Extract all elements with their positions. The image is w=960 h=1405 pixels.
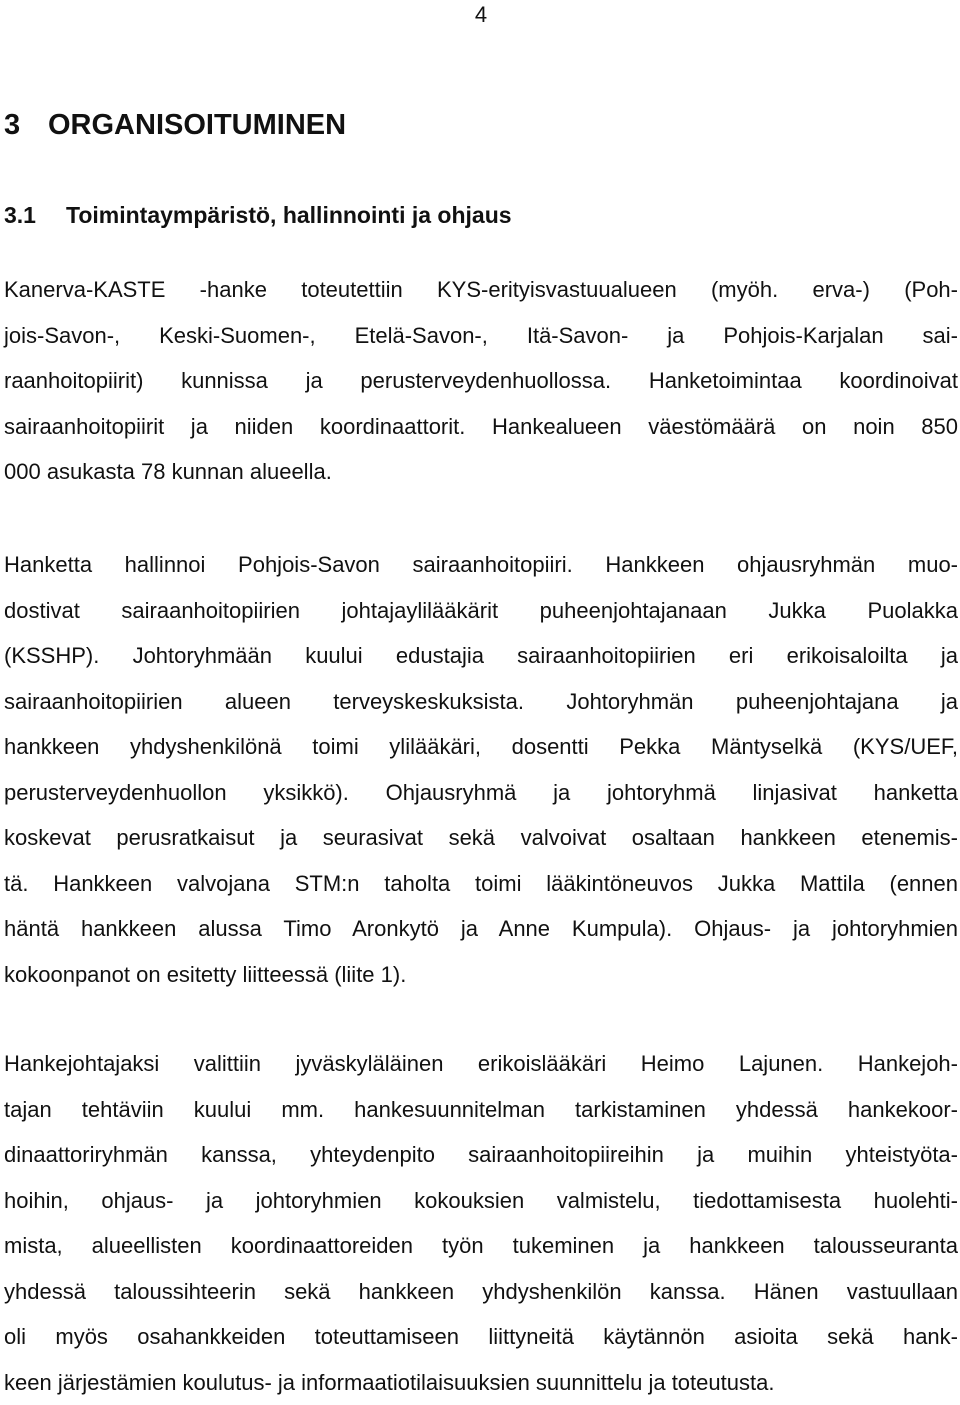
section-number: 3.1 (4, 197, 66, 233)
text-line: perusterveydenhuollon yksikkö). Ohjausryhmä ja johtoryhmä linjasivat hanketta (4, 770, 958, 816)
section-heading (4, 197, 512, 233)
text-line: jois-Savon-, Keski-Suomen-, Etelä-Savon-, Itä-Savon- ja Pohjois-Karjalan sai- (4, 313, 958, 359)
text-line: tajan tehtäviin kuului mm. hankesuunnitelman tarkistaminen yhdessä hankekoor- (4, 1087, 958, 1133)
text-line: koskevat perusratkaisut ja seurasivat sekä valvoivat osaltaan hankkeen etenemis- (4, 815, 958, 861)
text-line: kokoonpanot on esitetty liitteessä (liite 1). (4, 952, 958, 998)
text-line: mista, alueellisten koordinaattoreiden työn tukeminen ja hankkeen talousseuranta (4, 1223, 958, 1269)
chapter-heading (4, 105, 346, 145)
section-title: Toimintaympäristö, hallinnointi ja ohjaus (66, 202, 512, 228)
text-line: Hankejohtajaksi valittiin jyväskyläläinen erikoislääkäri Heimo Lajunen. Hankejoh- (4, 1041, 958, 1087)
text-line: tä. Hankkeen valvojana STM:n taholta toimi lääkintöneuvos Jukka Mattila (ennen (4, 861, 958, 907)
paragraph-administration (4, 542, 958, 997)
text-line: häntä hankkeen alussa Timo Aronkytö ja Anne Kumpula). Ohjaus- ja johtoryhmien (4, 906, 958, 952)
chapter-number: 3 (4, 105, 48, 145)
chapter-title: ORGANISOITUMINEN (48, 109, 346, 141)
paragraph-project-director (4, 1041, 958, 1405)
text-line: (KSSHP). Johtoryhmään kuului edustajia sairaanhoitopiirien eri erikoisaloilta ja (4, 633, 958, 679)
text-line: Kanerva-KASTE -hanke toteutettiin KYS-erityisvastuualueen (myöh. erva-) (Poh- (4, 267, 958, 313)
text-line: yhdessä taloussihteerin sekä hankkeen yhdyshenkilön kanssa. Hänen vastuullaan (4, 1269, 958, 1315)
text-line: sairaanhoitopiirit ja niiden koordinaattorit. Hankealueen väestömäärä on noin 850 (4, 404, 958, 450)
text-line: raanhoitopiirit) kunnissa ja perusterveydenhuollossa. Hanketoimintaa koordinoivat (4, 358, 958, 404)
text-line: hankkeen yhdyshenkilönä toimi ylilääkäri, dosentti Pekka Mäntyselkä (KYS/UEF, (4, 724, 958, 770)
text-line: oli myös osahankkeiden toteuttamiseen liittyneitä käytännön asioita sekä hank- (4, 1314, 958, 1360)
text-line: dostivat sairaanhoitopiirien johtajaylilääkärit puheenjohtajanaan Jukka Puolakka (4, 588, 958, 634)
text-line: keen järjestämien koulutus- ja informaatiotilaisuuksien suunnittelu ja toteutusta. (4, 1360, 958, 1405)
text-line: Hanketta hallinnoi Pohjois-Savon sairaanhoitopiiri. Hankkeen ohjausryhmän muo- (4, 542, 958, 588)
paragraph-project-area (4, 267, 958, 495)
text-line: sairaanhoitopiirien alueen terveyskeskuksista. Johtoryhmän puheenjohtajana ja (4, 679, 958, 725)
text-line: dinaattoriryhmän kanssa, yhteydenpito sairaanhoitopiireihin ja muihin yhteistyöta- (4, 1132, 958, 1178)
page-number: 4 (466, 0, 496, 30)
text-line: 000 asukasta 78 kunnan alueella. (4, 449, 958, 495)
text-line: hoihin, ohjaus- ja johtoryhmien kokouksien valmistelu, tiedottamisesta huolehti- (4, 1178, 958, 1224)
